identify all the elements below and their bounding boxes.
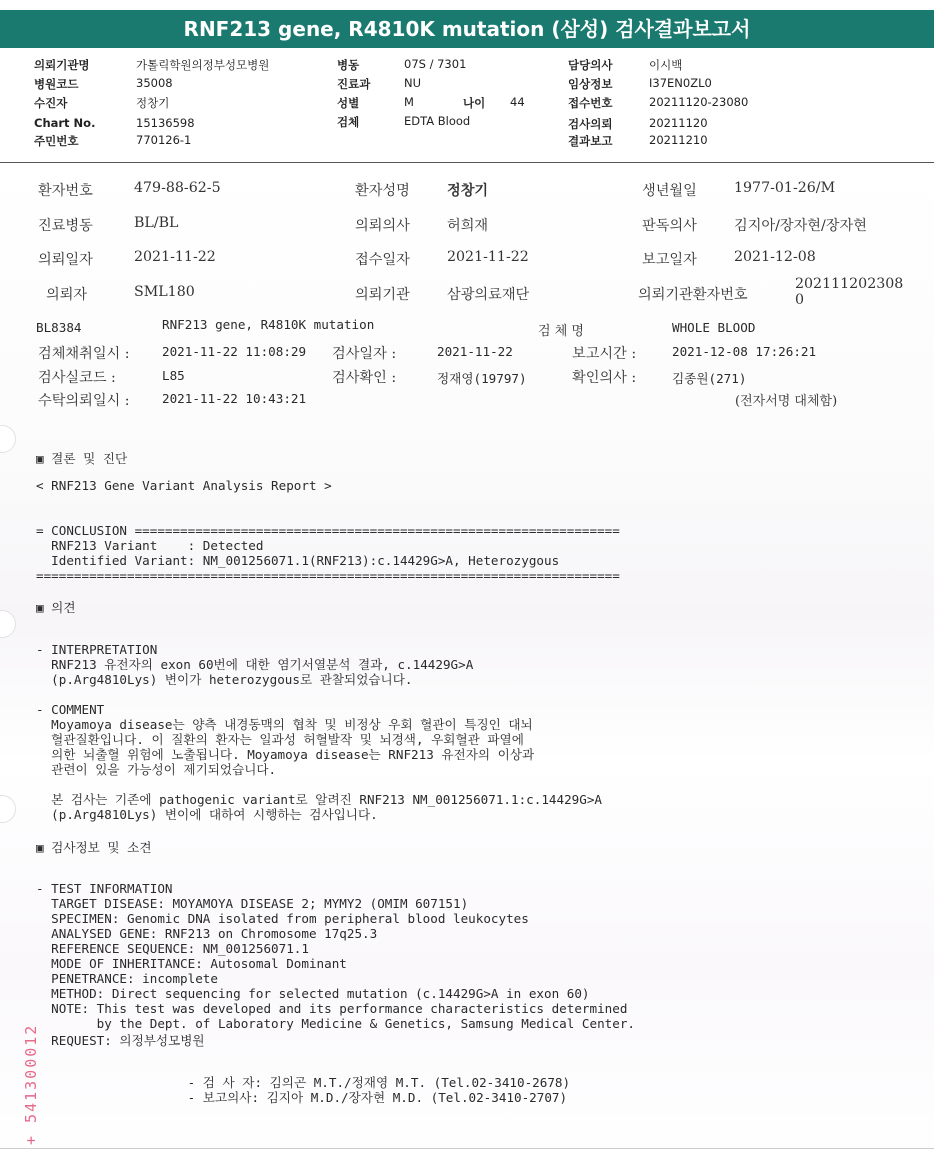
header-value: 15136598: [136, 116, 195, 130]
comment-line: 의한 뇌출혈 위험에 노출됩니다. Moyamoya disease는 RNF213 유전자의 이상과: [36, 747, 535, 762]
patient-value: 삼광의료재단: [447, 287, 530, 303]
header-value: 35008: [136, 76, 173, 90]
test-info-line: REFERENCE SEQUENCE: NM_001256071.1: [36, 941, 309, 956]
patient-value: 김지아/장자현/장자현: [734, 218, 867, 234]
header-value: M: [404, 95, 414, 109]
patient-label: 진료병동: [38, 218, 93, 234]
patient-value: 2021-11-22: [447, 249, 529, 265]
patient-value: BL/BL: [134, 215, 179, 231]
patient-name: 정창기: [447, 183, 489, 199]
section-heading-conclusion: ▣ 결론 및 진단: [36, 451, 128, 466]
header-label: 주민번호: [34, 134, 79, 148]
signers-block: [36, 1060, 570, 1120]
comment-line: 혈관질환입니다. 이 질환의 환자는 일과성 허혈발작 및 뇌경색, 우회혈관 파열에: [36, 732, 524, 747]
conclusion-line: RNF213 Variant : Detected: [36, 538, 264, 553]
header-value: 07S / 7301: [404, 57, 467, 71]
section-heading-test-info: ▣ 검사정보 및 소견: [36, 840, 152, 855]
report-title: RNF213 gene, R4810K mutation (삼성) 검사결과보고서: [0, 10, 934, 48]
conclusion-line: = CONCLUSION ================================================================: [36, 523, 620, 538]
test-info-line: SPECIMEN: Genomic DNA isolated from peripheral blood leukocytes: [36, 911, 529, 926]
comment-line: [36, 777, 602, 792]
header-label: Chart No.: [34, 116, 96, 130]
test-info-line: - TEST INFORMATION: [36, 881, 173, 896]
test-info-line: TARGET DISEASE: MOYAMOYA DISEASE 2; MYMY2 (OMIM 607151): [36, 896, 469, 911]
meta-label: 보고시간 :: [572, 346, 637, 362]
meta-label: 확인의사 :: [572, 370, 637, 386]
comment-line: Moyamoya disease는 양측 내경동맥의 협착 및 비정상 우회 혈관이 특징인 대뇌: [36, 717, 533, 732]
patient-label: 판독의사: [642, 218, 697, 234]
signer-line: - 검 사 자: 김의곤 M.T./정재영 M.T. (Tel.02-3410-2678): [36, 1075, 571, 1090]
header-label: 진료과: [337, 77, 371, 91]
test-info-line: MODE OF INHERITANCE: Autosomal Dominant: [36, 956, 347, 971]
bottom-edge: [0, 1148, 934, 1149]
header-value: 20211120-23080: [649, 95, 749, 109]
patient-label: 환자번호: [38, 183, 93, 199]
meta-value: 2021-12-08 17:26:21: [672, 344, 817, 359]
patient-label: 환자성명: [355, 183, 410, 199]
comment-line: - COMMENT: [36, 702, 105, 717]
test-name: RNF213 gene, R4810K mutation: [162, 317, 375, 332]
meta-label: 검사일자 :: [332, 346, 397, 362]
header-value: EDTA Blood: [404, 114, 471, 128]
age-value: 44: [510, 95, 525, 109]
patient-label: 생년월일: [642, 183, 697, 199]
patient-value: 허희재: [447, 218, 489, 234]
interpretation-line: RNF213 유전자의 exon 60번에 대한 염기서열분석 결과, c.14429G>A: [36, 657, 474, 672]
header-value: I37EN0ZL0: [649, 76, 712, 90]
header-label: 수진자: [34, 96, 68, 110]
signer-line: - 보고의사: 김지아 M.D./장자현 M.D. (Tel.02-3410-2707): [36, 1090, 568, 1105]
meta-label: 검사확인 :: [332, 370, 397, 386]
header-label: 성별: [337, 96, 360, 110]
comment-line: 관련이 있을 가능성이 제기되었습니다.: [36, 762, 277, 777]
header-value: 가톨릭학원의정부성모병원: [136, 58, 270, 72]
header-label: 담당의사: [568, 58, 613, 72]
header-label: 의뢰기관명: [34, 58, 90, 72]
test-info-line: PENETRANCE: incomplete: [36, 971, 218, 986]
test-info-line: by the Dept. of Laboratory Medicine & Genetics, Samsung Medical Center.: [36, 1016, 635, 1031]
meta-value: 정재영(19797): [437, 371, 527, 386]
patient-label: 의뢰의사: [355, 218, 410, 234]
meta-value: 2021-11-22 11:08:29: [162, 344, 307, 359]
header-label: 병동: [337, 58, 360, 72]
header-divider: [0, 162, 934, 163]
comment-line: (p.Arg4810Lys) 변이에 대하여 시행하는 검사입니다.: [36, 807, 378, 822]
patient-label: 의뢰기관환자번호: [638, 287, 748, 303]
meta-value: 2021-11-22 10:43:21: [162, 391, 307, 406]
meta-label: 검사실코드 :: [38, 370, 116, 386]
header-value: 정창기: [136, 96, 170, 110]
meta-value: 2021-11-22: [437, 344, 513, 359]
header-label: 검체: [337, 115, 360, 129]
patient-value: 479-88-62-5: [134, 180, 221, 196]
header-label: 접수번호: [568, 96, 613, 110]
header-label: 결과보고: [568, 134, 613, 148]
test-info-line: ANALYSED GENE: RNF213 on Chromosome 17q25.3: [36, 926, 378, 941]
report-subtitle: < RNF213 Gene Variant Analysis Report >: [36, 478, 332, 493]
age-label: 나이: [463, 96, 486, 110]
header-value: 이시백: [649, 58, 683, 72]
patient-value: 2021-11-22: [134, 249, 216, 265]
header-value: 20211120: [649, 116, 708, 130]
patient-value: 0: [795, 292, 805, 308]
request-line: REQUEST: 의정부성모병원: [36, 1033, 205, 1048]
meta-label: 수탁의뢰일시 :: [38, 393, 130, 409]
patient-label: 의뢰자: [46, 287, 88, 303]
side-serial-number: + 541300012: [22, 1023, 40, 1145]
test-code: BL8384: [36, 320, 82, 335]
patient-value: 202111202308: [795, 276, 904, 292]
header-value: NU: [404, 76, 422, 90]
header-label: 임상정보: [568, 77, 613, 91]
patient-label: 보고일자: [642, 252, 697, 268]
test-info-block: [36, 866, 635, 1046]
section-heading-opinion: ▣ 의견: [36, 600, 76, 615]
comment-block: [36, 687, 602, 837]
conclusion-line: Identified Variant: NM_001256071.1(RNF213):c.14429G>A, Heterozygous: [36, 553, 560, 568]
header-value: 770126-1: [136, 133, 192, 147]
test-info-line: NOTE: This test was developed and its performance characteristics determined: [36, 1001, 628, 1016]
conclusion-line: =============================================================================: [36, 568, 620, 583]
patient-label: 의뢰일자: [38, 252, 93, 268]
header-label: 검사의뢰: [568, 117, 613, 131]
patient-label: 접수일자: [355, 252, 410, 268]
meta-value: 김종원(271): [672, 371, 747, 386]
meta-value: L85: [162, 368, 185, 383]
test-info-line: METHOD: Direct sequencing for selected mutation (c.14429G>A in exon 60): [36, 986, 590, 1001]
specimen-label: 검 체 명: [538, 324, 584, 339]
interpretation-line: (p.Arg4810Lys) 변이가 heterozygous로 관찰되었습니다.: [36, 672, 413, 687]
specimen-value: WHOLE BLOOD: [672, 320, 756, 335]
patient-value: 1977-01-26/M: [734, 180, 836, 196]
patient-value: 2021-12-08: [734, 249, 816, 265]
patient-label: 의뢰기관: [355, 287, 410, 303]
patient-value: SML180: [134, 284, 195, 300]
electronic-signature-note: (전자서명 대체함): [735, 394, 838, 409]
interpretation-line: - INTERPRETATION: [36, 642, 158, 657]
header-label: 병원코드: [34, 77, 79, 91]
header-value: 20211210: [649, 133, 708, 147]
conclusion-block: [36, 508, 620, 598]
meta-label: 검체채취일시 :: [38, 346, 130, 362]
comment-line: 본 검사는 기존에 pathogenic variant로 알려진 RNF213 NM_001256071.1:c.14429G>A: [36, 792, 602, 807]
